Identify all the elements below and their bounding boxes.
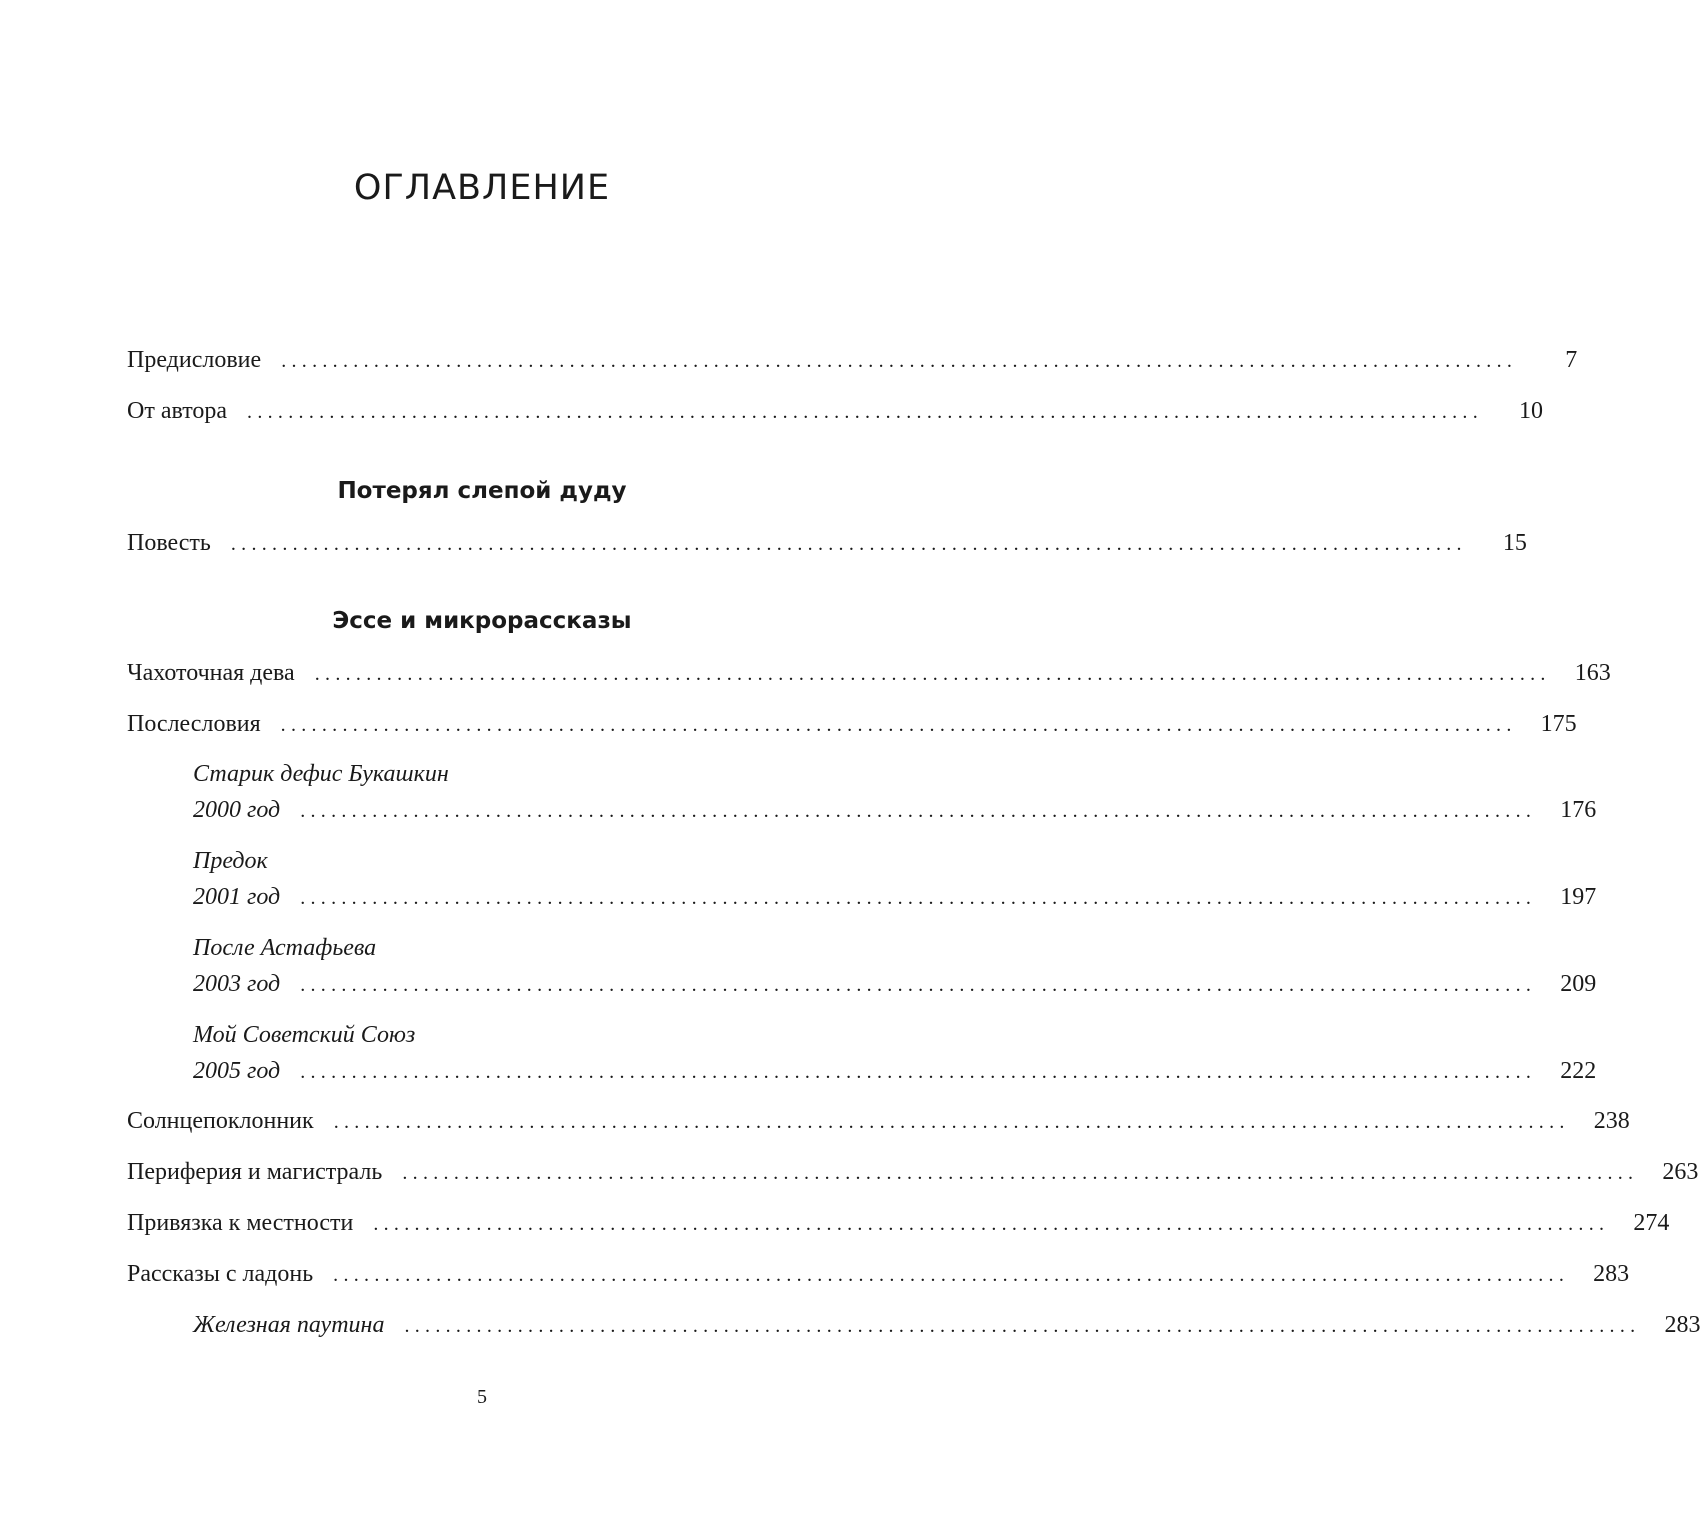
page-number: 5: [477, 1386, 487, 1408]
afterword-entry[interactable]: [193, 969, 1597, 1000]
toc-entry-page: 238: [1593, 1108, 1630, 1134]
dot-leader: ........................................................................................................................: [373, 1213, 1610, 1235]
toc-entry-label: Периферия и магистраль: [127, 1159, 383, 1185]
toc-entry-label: Послесловия: [127, 711, 261, 737]
afterword-year: 2001 год: [193, 884, 281, 910]
dot-leader: ........................................................................................................................: [402, 1162, 1639, 1184]
toc-entry-page: 283: [1664, 1312, 1700, 1338]
toc-entry-page: 7: [1565, 347, 1578, 373]
section-heading: Эссе и микрорассказы: [332, 608, 632, 634]
dot-leader: ........................................................................................................................: [230, 533, 1467, 555]
toc-entry-page: 274: [1633, 1210, 1670, 1236]
toc-entry-label: Солнцепоклонник: [127, 1108, 314, 1134]
toc-entry-label: Предисловие: [127, 347, 262, 373]
toc-entry-from-author[interactable]: [127, 396, 1544, 427]
story-entry[interactable]: [193, 1310, 1700, 1341]
toc-entry-label: Железная паутина: [193, 1312, 385, 1338]
dot-leader: ........................................................................................................................: [300, 974, 1537, 996]
toc-entry[interactable]: [127, 1157, 1699, 1188]
dot-leader: ........................................................................................................................: [300, 887, 1537, 909]
toc-entry-page: 222: [1560, 1058, 1597, 1084]
toc-entry-preface[interactable]: [127, 345, 1578, 376]
dot-leader: ........................................................................................................................: [404, 1315, 1641, 1337]
toc-entry-label: Чахоточная дева: [127, 660, 295, 686]
afterword-title[interactable]: Старик дефис Букашкин: [193, 761, 449, 787]
dot-leader: ........................................................................................................................: [247, 401, 1484, 423]
toc-entry-page: 197: [1560, 884, 1597, 910]
toc-entry-label: Привязка к местности: [127, 1210, 354, 1236]
toc-entry-novella[interactable]: [127, 528, 1527, 559]
toc-entry[interactable]: [127, 1208, 1670, 1239]
toc-entry-page: 263: [1662, 1159, 1699, 1185]
afterword-title[interactable]: Предок: [193, 848, 268, 874]
dot-leader: ........................................................................................................................: [300, 800, 1537, 822]
toc-entry[interactable]: [127, 709, 1577, 740]
section-heading: Потерял слепой дуду: [337, 478, 627, 504]
afterword-year: 2000 год: [193, 797, 281, 823]
dot-leader: ........................................................................................................................: [333, 1111, 1570, 1133]
dot-leader: ........................................................................................................................: [314, 663, 1551, 685]
toc-entry-page: 209: [1560, 971, 1597, 997]
dot-leader: ........................................................................................................................: [333, 1264, 1570, 1286]
toc-entry-label: Рассказы с ладонь: [127, 1261, 314, 1287]
toc-entry-page: 283: [1593, 1261, 1630, 1287]
afterword-year: 2003 год: [193, 971, 281, 997]
toc-entry-page: 15: [1502, 530, 1527, 556]
toc-entry-page: 163: [1574, 660, 1611, 686]
toc-entry-label: От автора: [127, 398, 228, 424]
toc-entry[interactable]: [127, 658, 1611, 689]
page-title: ОГЛАВЛЕНИЕ: [353, 168, 611, 208]
afterword-title[interactable]: Мой Советский Союз: [193, 1022, 416, 1048]
toc-entry-label: Повесть: [127, 530, 211, 556]
toc-entry[interactable]: [127, 1259, 1630, 1290]
dot-leader: ........................................................................................................................: [280, 714, 1517, 736]
toc-entry[interactable]: [127, 1106, 1630, 1137]
afterword-year: 2005 год: [193, 1058, 281, 1084]
dot-leader: ........................................................................................................................: [281, 350, 1518, 372]
toc-entry-page: 10: [1519, 398, 1544, 424]
toc-entry-page: 175: [1540, 711, 1577, 737]
afterword-title[interactable]: После Астафьева: [193, 935, 377, 961]
afterword-entry[interactable]: [193, 882, 1597, 913]
dot-leader: ........................................................................................................................: [300, 1061, 1537, 1083]
afterword-entry[interactable]: [193, 1056, 1597, 1087]
afterword-entry[interactable]: [193, 795, 1597, 826]
toc-entry-page: 176: [1560, 797, 1597, 823]
